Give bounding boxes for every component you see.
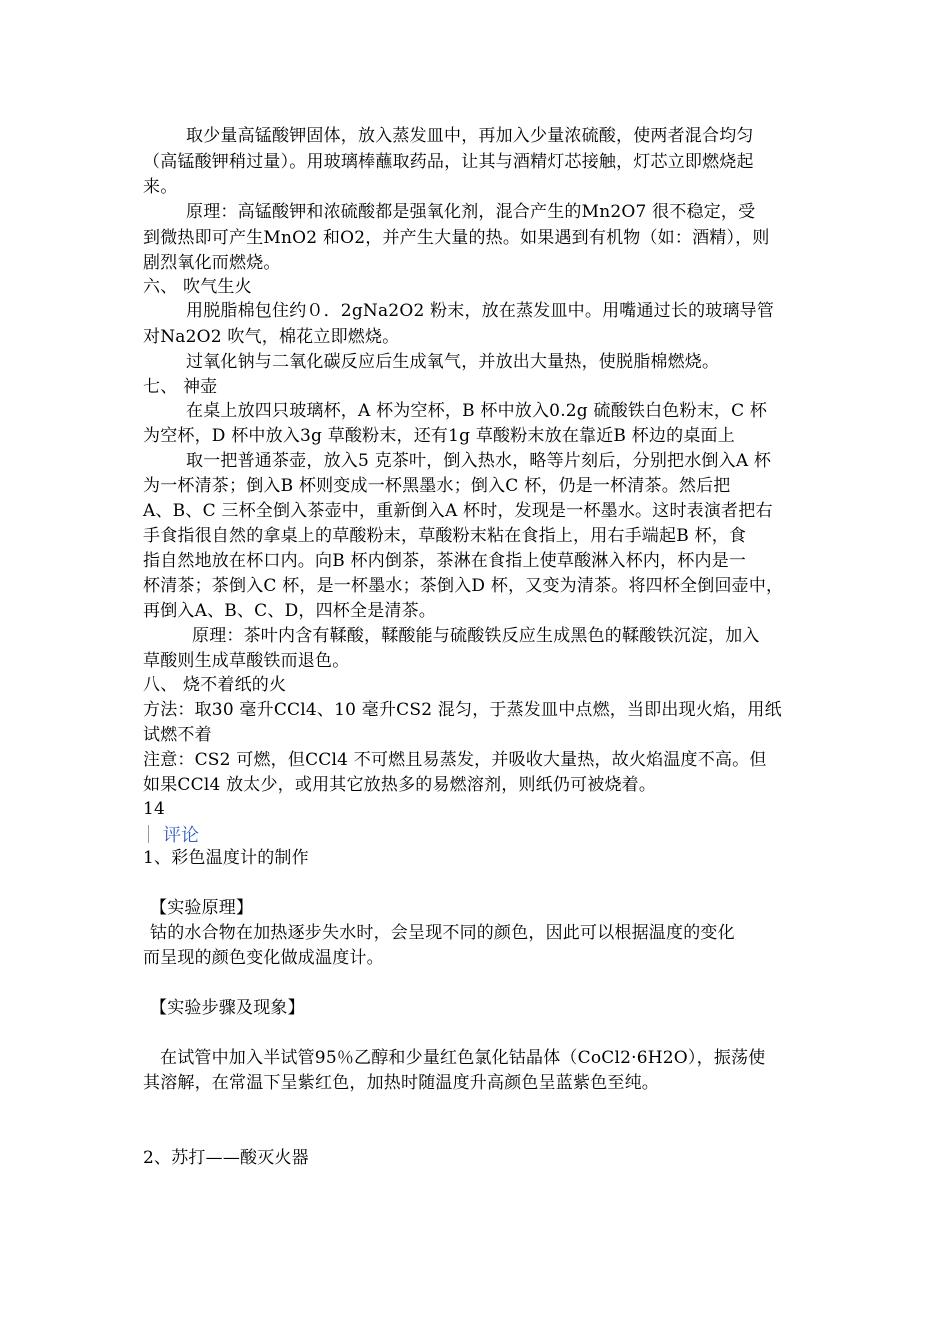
subsection-heading: 【实验原理】 <box>150 898 254 918</box>
paragraph-line: 过氧化钠与二氧化碳反应后生成氧气，并放出大量热，使脱脂棉燃烧。 <box>186 352 720 372</box>
paragraph-line: 到微热即可产生MnO2 和O2，并产生大量的热。如果遇到有机物（如：酒精），则 <box>143 228 770 248</box>
paragraph-line: 注意：CS2 可燃，但CCl4 不可燃且易蒸发，并吸收大量热，故火焰温度不高。但 <box>143 750 767 770</box>
paragraph-line: 原理：茶叶内含有鞣酸，鞣酸能与硫酸铁反应生成黑色的鞣酸铁沉淀，加入 <box>192 626 760 646</box>
paragraph-line: 而呈现的颜色变化做成温度计。 <box>143 948 384 968</box>
paragraph-line: 对Na2O2 吹气，棉花立即燃烧。 <box>143 327 400 347</box>
paragraph-line: 方法：取30 毫升CCl4、10 毫升CS2 混匀，于蒸发皿中点燃，当即出现火焰，用纸 <box>143 700 782 720</box>
paragraph-line: 取一把普通茶壶，放入5 克茶叶，倒入热水，略等片刻后，分别把水倒入A 杯 <box>186 451 772 471</box>
paragraph-line: 手食指很自然的拿桌上的草酸粉末，草酸粉末粘在食指上，用右手端起B 杯，食 <box>143 526 747 546</box>
paragraph-line: A、B、C 三杯全倒入茶壶中，重新倒入A 杯时，发现是一杯墨水。这时表演者把右 <box>143 501 773 521</box>
page-number: 14 <box>143 799 166 819</box>
section-heading: 1、彩色温度计的制作 <box>143 848 309 868</box>
paragraph-line: 在试管中加入半试管95％乙醇和少量红色氯化钴晶体（CoCl2·6H2O），振荡使 <box>160 1048 766 1068</box>
subsection-heading: 【实验步骤及现象】 <box>150 998 305 1018</box>
paragraph-line: 在桌上放四只玻璃杯，A 杯为空杯，B 杯中放入0.2g 硫酸铁白色粉末，C 杯 <box>186 401 768 421</box>
paragraph-line: 钴的水合物在加热逐步失水时，会呈现不同的颜色，因此可以根据温度的变化 <box>150 923 735 943</box>
paragraph-line: 来。 <box>143 177 178 197</box>
paragraph-line: 再倒入A、B、C、D，四杯全是清茶。 <box>143 601 437 621</box>
paragraph-line: （高锰酸钾稍过量）。用玻璃棒蘸取药品，让其与酒精灯芯接触，灯芯立即燃烧起 <box>143 152 754 172</box>
paragraph-line: 为一杯清茶；倒入B 杯则变成一杯黑墨水；倒入C 杯，仍是一杯清茶。然后把 <box>143 476 731 496</box>
paragraph-line: 剧烈氧化而燃烧。 <box>143 253 281 273</box>
paragraph-line: 用脱脂棉包住约０．2gNa2O2 粉末，放在蒸发皿中。用嘴通过长的玻璃导管 <box>186 301 775 321</box>
section-heading: 2、苏打——酸灭火器 <box>143 1148 309 1168</box>
paragraph-line: 原理：高锰酸钾和浓硫酸都是强氧化剂，混合产生的Mn2O7 很不稳定，受 <box>186 202 756 222</box>
paragraph-line: 如果CCl4 放太少，或用其它放热多的易燃溶剂，则纸仍可被烧着。 <box>143 775 657 795</box>
comment-bar <box>148 825 149 843</box>
paragraph-line: 草酸则生成草酸铁而退色。 <box>143 651 350 671</box>
paragraph-line: 为空杯，D 杯中放入3g 草酸粉末，还有1g 草酸粉末放在靠近B 杯边的桌面上 <box>143 426 735 446</box>
section-heading: 七、 神壶 <box>143 377 218 397</box>
paragraph-line: 指自然地放在杯口内。向B 杯内倒茶，茶淋在食指上使草酸淋入杯内，杯内是一 <box>143 551 747 571</box>
paragraph-line: 其溶解，在常温下呈紫红色，加热时随温度升高颜色呈蓝紫色至纯。 <box>143 1073 659 1093</box>
section-heading: 六、 吹气生火 <box>143 277 252 297</box>
paragraph-line: 试燃不着 <box>143 725 212 745</box>
paragraph-line: 杯清茶；茶倒入C 杯，是一杯墨水；茶倒入D 杯，又变为清茶。将四杯全倒回壶中， <box>143 576 784 596</box>
comment-link[interactable]: 评论 <box>163 825 199 846</box>
paragraph-line: 取少量高锰酸钾固体，放入蒸发皿中，再加入少量浓硫酸，使两者混合均匀 <box>186 126 754 146</box>
comment-marker[interactable] <box>148 822 199 846</box>
section-heading: 八、 烧不着纸的火 <box>143 675 287 695</box>
